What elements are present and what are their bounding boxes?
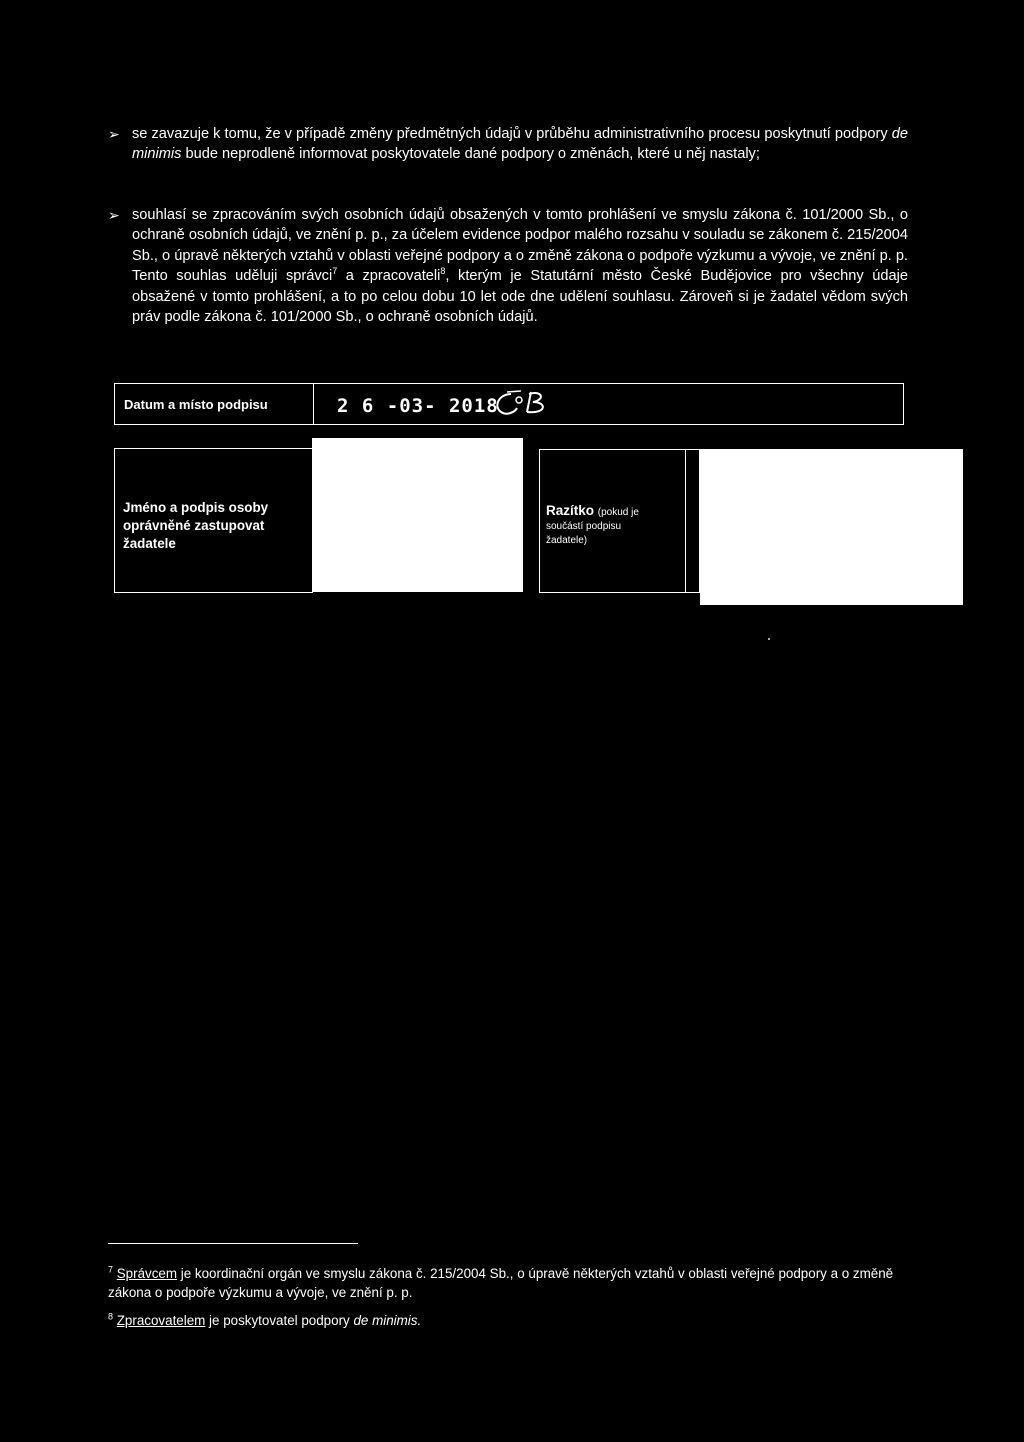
handwritten-initials-icon [491,386,561,420]
stamp-label: Razítko (pokud je součástí podpisu žadatele) [546,503,639,546]
footnote-divider [108,1243,358,1244]
stamp-field-blank [700,449,963,605]
bullet-arrow-icon: ➢ [108,207,120,223]
representative-name-cell [114,448,313,593]
bullet-arrow-icon: ➢ [108,126,120,142]
bullet-text: souhlasí se zpracováním svých osobních údajů obsažených v tomto prohlášení ve smyslu zákona č. 101/2000 Sb., o ochraně osobních údajů, ve znění p. p., za účelem evidence podpor malého rozsahu v souladu se zákonem č. 215/2004 Sb., o úpravě některých vztahů v oblasti veřejné podpory a o změně zákona o podpoře výzkumu a vývoje, ve znění p. p. Tento souhlas uděluji správci$^7$ a zpracovateli$^8$, kterým je Statutární město České Budějovice pro všechny údaje obsažené v tomto prohlášení, a to po celou dobu 10 let ode dne udělení souhlasu. Zároveň si je žadatel vědom svých práv podle zákona č. 101/2000 Sb., o ochraně osobních údajů. [132,207,908,326]
footnote-8: $^8$ Zpracovatelem je poskytovatel podpory de minimis. [108,1311,422,1328]
scan-speck [768,638,770,640]
date-stamp-value: 2 6 -03- 2018 [337,395,499,417]
date-place-label: Datum a místo podpisu [115,384,314,424]
bullet-text: se zavazuje k tomu, že v případě změny předmětných údajů v průběhu administrativního procesu poskytnutí podpory de minimis bude neprodleně informovat poskytovatele dané podpory o změnách, které u něj nastaly; [132,126,908,163]
stamp-divider-cell [686,449,700,593]
date-place-row [114,383,904,425]
signature-field-blank [312,438,523,592]
bullet-commitment [108,124,908,165]
footnote-7: $^7$ Správcem je koordinační orgán ve smyslu zákona č. 215/2004 Sb., o úpravě některých vztahů v oblasti veřejné podpory a o změně zákona o podpoře výzkumu a vývoje, ve znění p. p. [108,1264,894,1300]
stamp-cell [539,449,686,593]
representative-name-label: Jméno a podpis osoby oprávněné zastupovat žadatele [123,500,269,551]
bullet-consent [108,205,908,327]
